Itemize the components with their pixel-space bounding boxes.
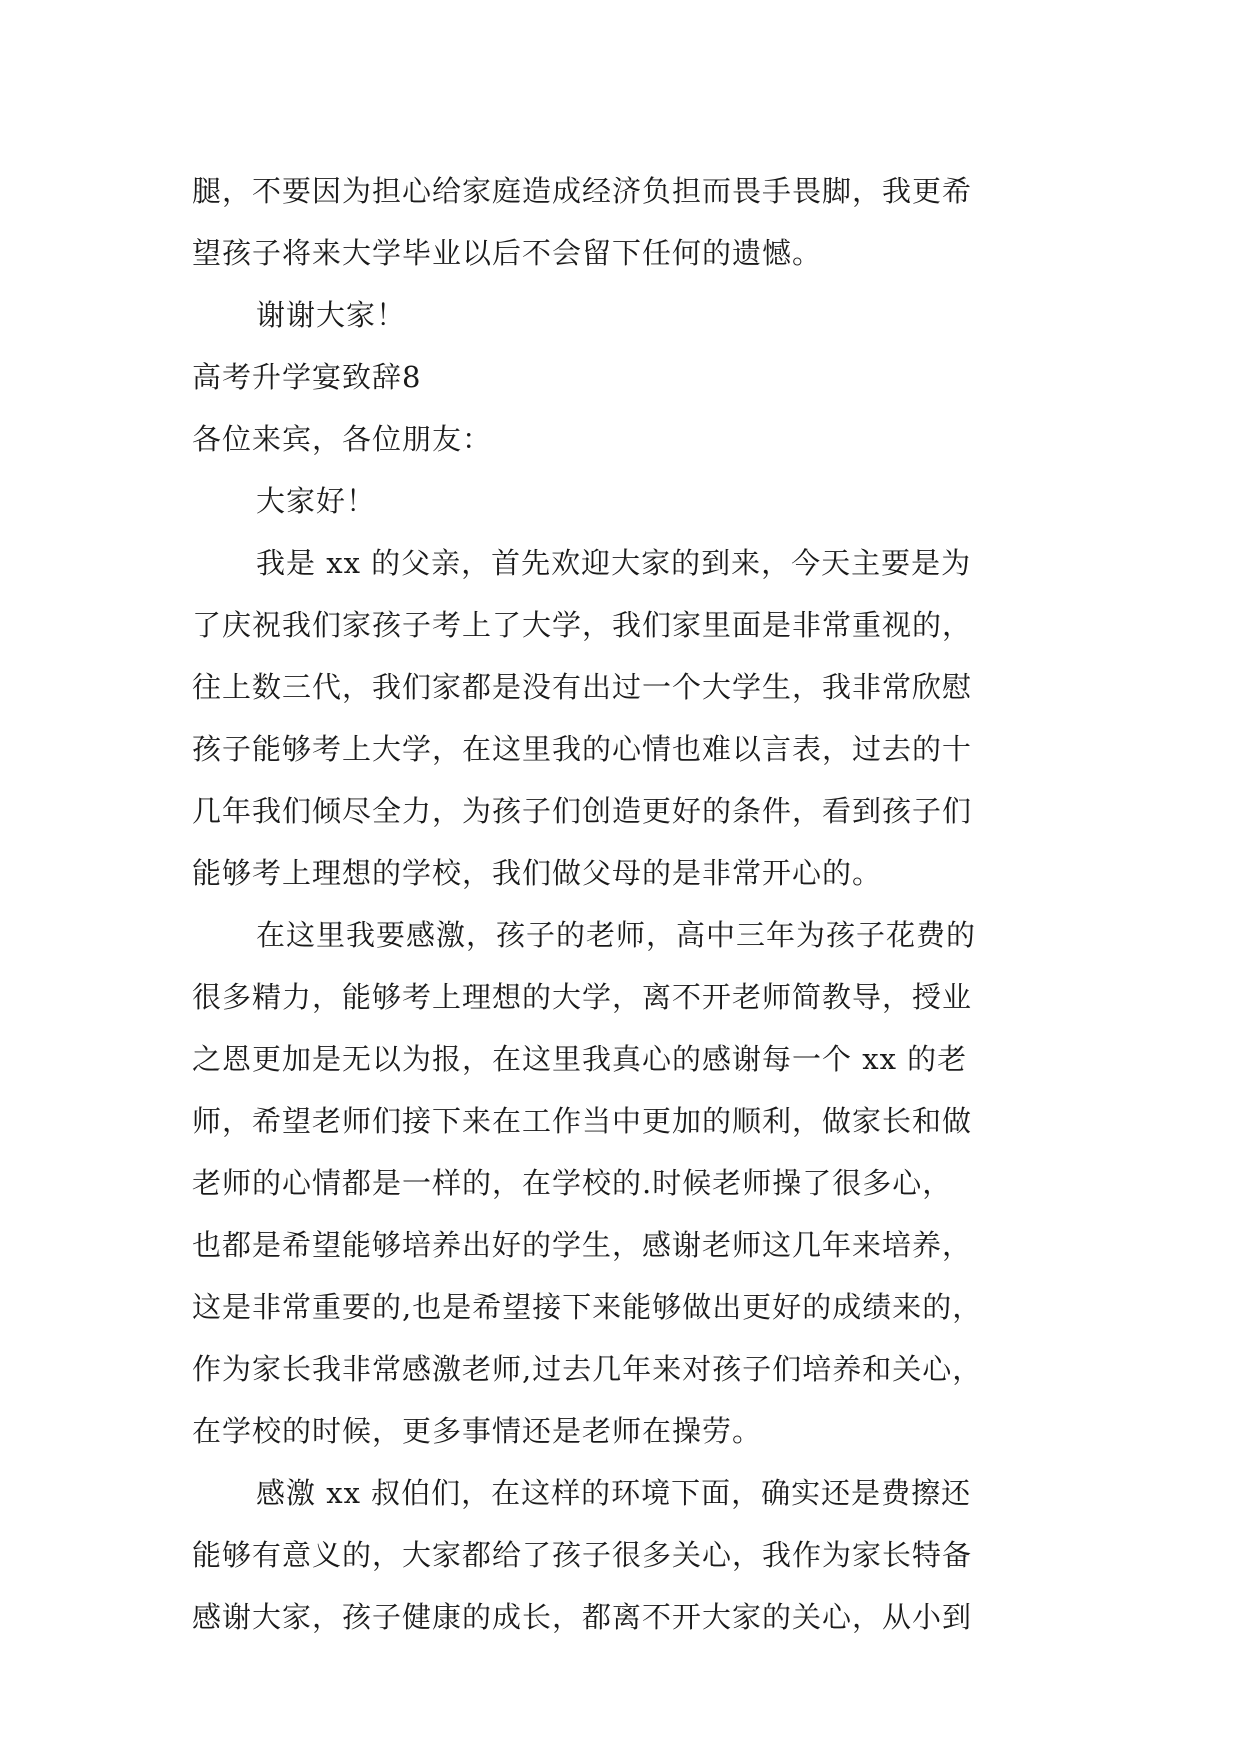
salutation: 各位来宾，各位朋友： (192, 422, 493, 456)
text-line: 很多精力，能够考上理想的大学，离不开老师简教导，授业 (192, 980, 973, 1014)
text-line: 之恩更加是无以为报，在这里我真心的感谢每一个 xx 的老 (192, 1042, 968, 1076)
text-line: 腿，不要因为担心给家庭造成经济负担而畏手畏脚，我更希 (192, 174, 973, 208)
section-heading: 高考升学宴致辞8 (192, 360, 422, 394)
text-line: 我是 xx 的父亲，首先欢迎大家的到来，今天主要是为 (256, 546, 972, 580)
text-line: 能够有意义的，大家都给了孩子很多关心，我作为家长特备 (192, 1538, 973, 1572)
text-line: 作为家长我非常感激老师,过去几年来对孩子们培养和关心， (192, 1352, 983, 1386)
text-line: 能够考上理想的学校，我们做父母的是非常开心的。 (192, 856, 883, 890)
text-line: 老师的心情都是一样的，在学校的.时候老师操了很多心， (192, 1166, 953, 1200)
text-line: 孩子能够考上大学，在这里我的心情也难以言表，过去的十 (192, 732, 973, 766)
text-line: 感激 xx 叔伯们，在这样的环境下面，确实还是费擦还 (256, 1476, 972, 1510)
text-line: 谢谢大家！ (256, 298, 407, 332)
text-line: 在学校的时候，更多事情还是老师在操劳。 (192, 1414, 763, 1448)
text-line: 望孩子将来大学毕业以后不会留下任何的遗憾。 (192, 236, 823, 270)
text-line: 也都是希望能够培养出好的学生，感谢老师这几年来培养， (192, 1228, 973, 1262)
text-line: 感谢大家，孩子健康的成长，都离不开大家的关心，从小到 (192, 1600, 973, 1634)
text-line: 师，希望老师们接下来在工作当中更加的顺利，做家长和做 (192, 1104, 973, 1138)
text-line: 这是非常重要的,也是希望接下来能够做出更好的成绩来的， (192, 1290, 983, 1324)
text-line: 了庆祝我们家孩子考上了大学，我们家里面是非常重视的， (192, 608, 973, 642)
text-line: 几年我们倾尽全力，为孩子们创造更好的条件，看到孩子们 (192, 794, 973, 828)
document-body (192, 160, 1054, 1648)
text-line: 大家好！ (256, 484, 377, 518)
text-line: 在这里我要感激，孩子的老师，高中三年为孩子花费的 (256, 918, 977, 952)
text-line: 往上数三代，我们家都是没有出过一个大学生，我非常欣慰 (192, 670, 973, 704)
